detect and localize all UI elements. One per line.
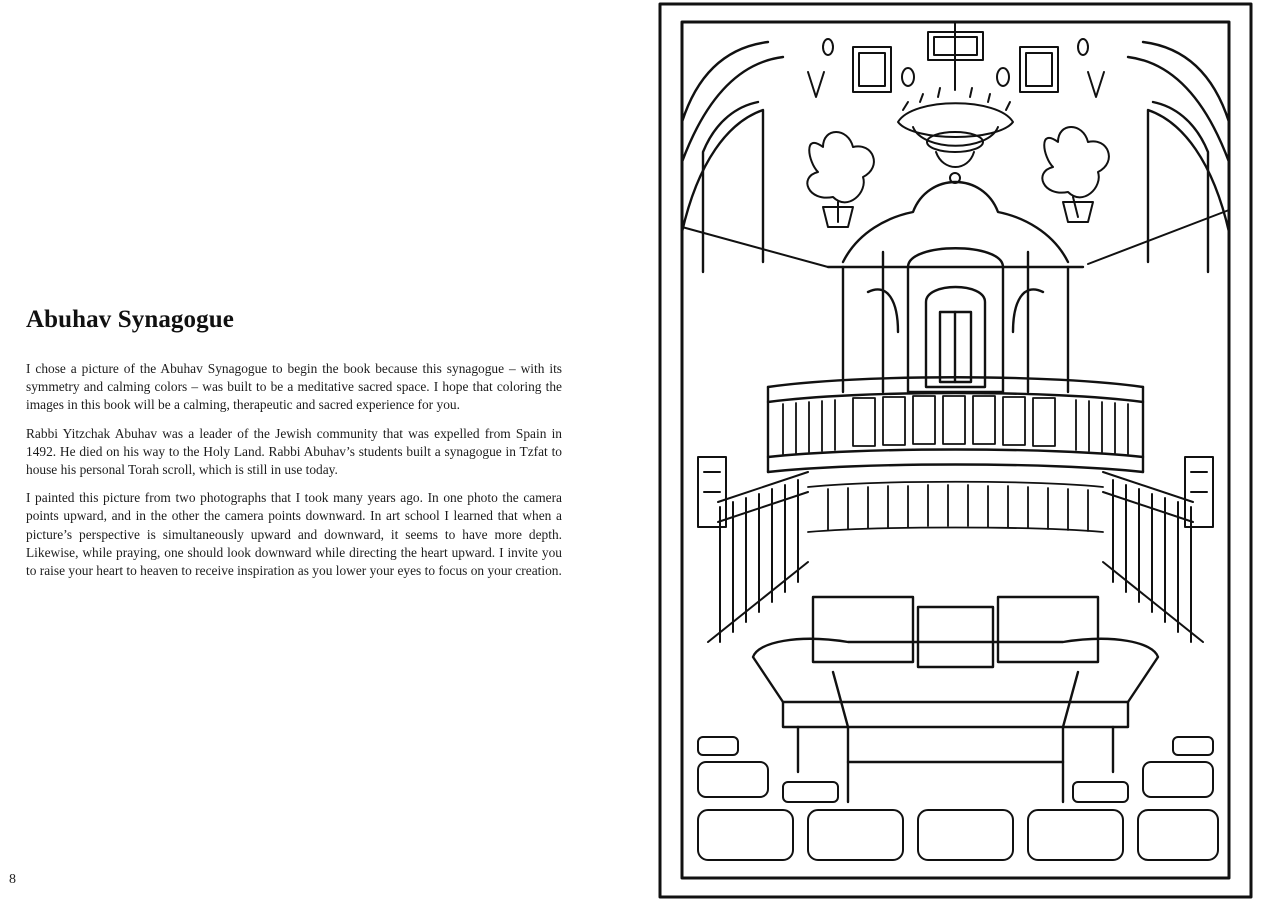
body-text xyxy=(26,360,562,590)
synagogue-illustration xyxy=(658,2,1253,899)
right-page xyxy=(640,0,1280,906)
paragraph-3: I painted this picture from two photographs that I took many years ago. In one photo the camera points upward, and in the other the camera points downward. In art school I learned that when a picture’s perspective is simultaneously upward and downward, it seems to have more depth. Likewise, while praying, one should look downward while directing the heart upward. I invite you to raise your heart to heaven to receive inspiration as you lower your eyes to focus on your creation. xyxy=(26,490,562,579)
page-title: Abuhav Synagogue xyxy=(26,306,234,333)
chandelier xyxy=(898,22,1013,183)
ark-canopy xyxy=(828,182,1083,392)
paragraph-2: Rabbi Yitzchak Abuhav was a leader of the Jewish community that was expelled from Spain in 1492. He died on his way to the Holy Land. Rabbi Abuhav’s students built a synagogue in Tzfat to house his personal Torah scroll, which is still in use today. xyxy=(26,425,562,478)
right-arches xyxy=(1128,42,1229,272)
floor-tiles xyxy=(698,737,1218,860)
benches xyxy=(753,597,1158,802)
left-staircase xyxy=(698,457,808,642)
page-number: 8 xyxy=(9,872,16,887)
right-tree xyxy=(1042,127,1109,222)
lower-balustrade xyxy=(808,482,1103,532)
paragraph-1: I chose a picture of the Abuhav Synagogue to begin the book because this synagogue – with its symmetry and calming colors – was built to be a meditative sacred space. I hope that coloring the images in this book will be a calming, therapeutic and sacred experience for you. xyxy=(26,361,562,413)
right-staircase xyxy=(1103,457,1213,642)
left-tree xyxy=(807,132,874,227)
left-arches xyxy=(682,42,783,272)
